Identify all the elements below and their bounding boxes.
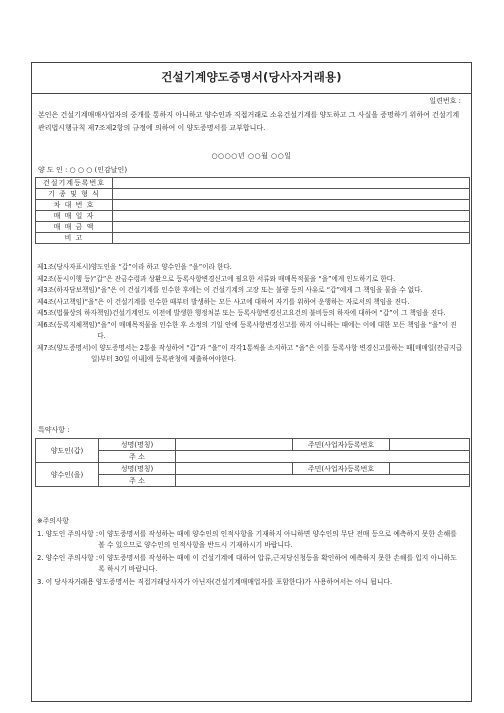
clause-text: 양도인을 “갑”이라 하고 양수인을 “을”이라 한다.	[90, 263, 232, 271]
note-label: 2. 양수인 주의사항 :	[37, 553, 99, 562]
table-row	[36, 451, 470, 463]
note-item	[37, 529, 463, 552]
row-value[interactable]	[113, 200, 470, 211]
table-row	[36, 211, 470, 222]
party-label: 양수인(을)	[36, 463, 99, 487]
document-frame	[31, 62, 472, 702]
clause-text: “을”은 이 건설기계를 인수한 후에는 이 건설기계의 고장 또는 불량 등의 사유로 “갑”에게 그 책임을 물을 수 없다.	[97, 286, 423, 294]
id-value[interactable]	[390, 439, 470, 451]
clause-2	[37, 274, 463, 286]
notes-heading: ※주의사항	[37, 517, 69, 525]
row-value[interactable]	[113, 211, 470, 222]
intro-paragraph: 본인은 건설기계매매사업자의 중개를 통하지 아니하고 양수인과 직접거래로 소유건설기계를 양도하고 그 사실을 증명하기 위하여 건설기계관리법시행규칙 제7조제2항의 규정에 의하여 이 양도증명서를 교부합니다.	[38, 111, 460, 132]
id-label: 주민(사업자)등록번호	[293, 463, 390, 475]
date-line: ○○○○년 ○○월 ○○일	[211, 152, 292, 160]
notes-section	[37, 516, 463, 588]
clause-number: 제1조(당사자표시)	[37, 263, 91, 271]
id-label: 주민(사업자)등록번호	[293, 439, 390, 451]
note-text: 이 양도증명서를 작성하는 때에 이 건설기계에 대하여 압류,근저당신청등을 확인하여 예측하지 못한 손해를 입지 아니하도록 하시기 바랍니다.	[98, 553, 457, 573]
machine-info-table	[35, 177, 470, 244]
clause-text: “갑”은 잔금수령과 상환으로 등록사항변경신고에 필요한 서류와 매매목적물을 “을”에게 인도하기로 한다.	[93, 274, 396, 283]
clause-number: 제2조(동시이행 등)	[37, 274, 94, 283]
table-row	[36, 200, 470, 211]
name-value[interactable]	[176, 439, 293, 451]
serial-number-label: 일련번호 :	[429, 97, 461, 105]
special-terms-label: 특약사항 :	[38, 426, 70, 434]
clauses-section	[37, 262, 463, 366]
name-label: 성명(명칭)	[99, 463, 176, 475]
row-label: 차 대 번 호	[36, 200, 113, 211]
row-value[interactable]	[113, 178, 470, 189]
clause-6	[37, 320, 463, 343]
note-text: 이 양도증명서를 작성하는 때에 양수인의 인적사항을 기재하지 아니하면 양수인의 무단 전매 등으로 예측하지 못한 손해를 볼 수 있으므로 양수인의 인적사항을 반드시 기재하시기 바랍니다.	[98, 529, 457, 549]
name-value[interactable]	[176, 463, 293, 475]
transferor-line: 양 도 인 : ○ ○ ○ (인감날인)	[38, 166, 128, 174]
table-row	[36, 189, 470, 200]
clause-5	[37, 308, 463, 320]
note-text: 3. 이 당사자거래용 양도증명서는 직접거래당사자가 아닌자(건설기계매매업자를 포함한다)가 사용하여서는 아니 됩니다.	[37, 577, 393, 586]
row-label: 건설기계등록번호	[36, 178, 113, 189]
row-value[interactable]	[113, 233, 470, 244]
address-label: 주 소	[99, 475, 176, 487]
clause-3	[37, 285, 463, 297]
clause-number: 제3조(하자담보책임)	[37, 286, 98, 294]
party-label: 양도인(갑)	[36, 439, 99, 463]
clause-number: 제5조(법률상의 하자책임)	[37, 309, 113, 317]
clause-number: 제4조(사고책임)	[37, 297, 85, 306]
clause-number: 제7조(양도증명서)	[37, 343, 91, 352]
address-value[interactable]	[176, 451, 470, 463]
clause-text: 이 양도증명서는 2통을 작성하여 “갑”과 “을”이 각각1통씩을 소지하고 “을”은 이를 등록사항 변경신고를하는 때[매매일(잔금지급일)부터 30일 이내]에 등록관청에 제출하여야한다.	[90, 343, 463, 363]
note-item	[37, 577, 463, 589]
clause-7	[37, 343, 463, 366]
row-label: 기 종 및 형 식	[36, 189, 113, 200]
table-row	[36, 222, 470, 233]
address-label: 주 소	[99, 451, 176, 463]
row-value[interactable]	[113, 222, 470, 233]
clause-1	[37, 262, 463, 274]
table-row	[36, 233, 470, 244]
document-title: 건설기계양도증명서(당사자거래용)	[161, 70, 342, 84]
clause-text: 건설기계인도 이전에 발생한 행정처분 또는 등록사항변경신고요건의 불비등의 하자에 대하여 “갑”이 그 책임을 진다.	[112, 309, 446, 317]
address-value[interactable]	[176, 475, 470, 487]
clause-text: “을”이 매매목적물을 인수한 후 소정의 기일 안에 등록사항변경신고를 하지 아니하는 때에는 이에 대한 모든 책임을 “을”이 진다.	[97, 320, 457, 340]
note-label: 1. 양도인 주의사항 :	[37, 529, 99, 538]
table-row	[36, 463, 470, 475]
row-label: 비 고	[36, 233, 113, 244]
name-label: 성명(명칭)	[99, 439, 176, 451]
parties-table	[35, 438, 470, 487]
id-value[interactable]	[390, 463, 470, 475]
row-label: 매 매 일 자	[36, 211, 113, 222]
row-value[interactable]	[113, 189, 470, 200]
clause-number: 제6조(등록지체책임)	[37, 320, 98, 329]
table-row	[36, 475, 470, 487]
title-divider	[32, 93, 471, 94]
clause-text: “을”은 이 건설기계를 인수한 때부터 발생하는 모든 사고에 대하여 자기를 위하여 운행하는 자로서의 책임을 진다.	[84, 297, 410, 306]
note-item	[37, 553, 463, 576]
table-row	[36, 439, 470, 451]
row-label: 매 매 금 액	[36, 222, 113, 233]
clause-4	[37, 297, 463, 309]
table-row	[36, 178, 470, 189]
